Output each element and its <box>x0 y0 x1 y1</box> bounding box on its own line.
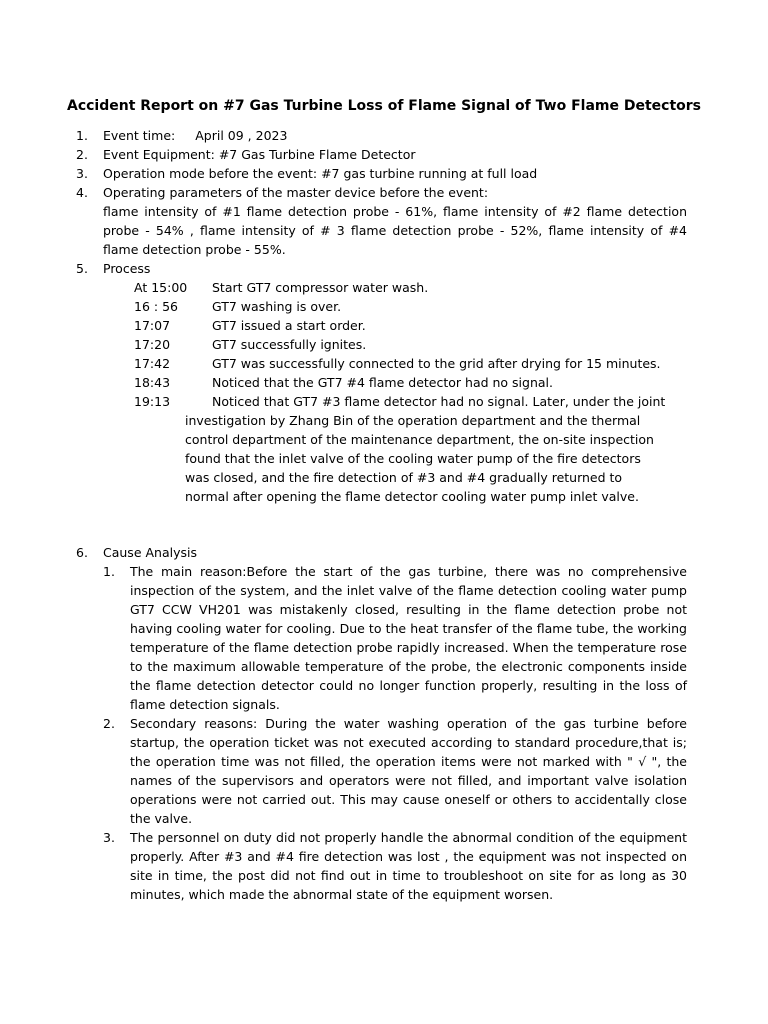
page-title: Accident Report on #7 Gas Turbine Loss of Flame Signal of Two Flame Detectors <box>66 98 701 114</box>
event-time-value: April 09 , 2023 <box>195 128 288 143</box>
cause-item-number: 3. <box>103 830 115 845</box>
item-number: 5. <box>76 261 88 276</box>
process-time: 18:43 <box>134 375 171 390</box>
cause-item-number: 2. <box>103 716 115 731</box>
process-time: 17:20 <box>134 337 171 352</box>
event-time-line <box>103 126 287 145</box>
operating-parameters-heading: Operating parameters of the master device before the event: <box>103 185 489 200</box>
process-event: GT7 issued a start order. <box>212 318 366 333</box>
item-number: 1. <box>76 128 88 143</box>
item-number: 4. <box>76 185 88 200</box>
process-time: 16 : 56 <box>134 299 178 314</box>
event-equipment: Event Equipment: #7 Gas Turbine Flame Detector <box>103 147 416 162</box>
item-number: 2. <box>76 147 88 162</box>
cause-analysis-heading: Cause Analysis <box>103 545 197 560</box>
process-time: 17:42 <box>134 356 171 371</box>
cause-main-reason: The main reason:Before the start of the gas turbine, there was no comprehensive inspection of the system, and the inlet valve of the flame detection cooling water pump GT7 CCW VH201 was mistakenly closed, resulting in the flame detection probe not having cooling water for cooling. Due to the heat transfer of the flame tube, the working temperature of the flame detection probe rapidly increased. When the temperature rose to the maximum allowable temperature of the probe, the electronic components inside the flame detection detector could no longer function properly, resulting in the loss of flame detection signals. <box>130 564 687 712</box>
cause-item-number: 1. <box>103 564 115 579</box>
operating-parameters-detail: flame intensity of #1 flame detection probe - 61%, flame intensity of #2 flame detection probe - 54% , flame intensity of # 3 flame detection probe - 52%, flame intensity of #4 flame detection probe - 55%. <box>103 204 687 257</box>
process-heading: Process <box>103 261 151 276</box>
operation-mode: Operation mode before the event: #7 gas turbine running at full load <box>103 166 538 181</box>
process-time: 17:07 <box>134 318 171 333</box>
cause-secondary-reasons: Secondary reasons: During the water washing operation of the gas turbine before startup, the operation ticket was not executed according to standard procedure,that is; the operation time was not filled, the operation items were not marked with " √ ", the names of the supervisors and operators were not filled, and important valve isolation operations were not carried out. This may cause oneself or others to accidentally close the valve. <box>130 716 687 826</box>
process-event: GT7 successfully ignites. <box>212 337 367 352</box>
event-time-label: Event time: <box>103 128 176 143</box>
process-event: Noticed that the GT7 #4 flame detector had no signal. <box>212 375 553 390</box>
cause-personnel-handling: The personnel on duty did not properly handle the abnormal condition of the equipment properly. After #3 and #4 fire detection was lost , the equipment was not inspected on site in time, the post did not find out in time to troubleshoot on site for as long as 30 minutes, which made the abnormal state of the equipment worsen. <box>130 830 687 902</box>
process-event: GT7 was successfully connected to the grid after drying for 15 minutes. <box>212 356 661 371</box>
process-event: GT7 washing is over. <box>212 299 342 314</box>
process-time: 19:13 <box>134 394 171 409</box>
item-number: 6. <box>76 545 88 560</box>
process-event-continuation: investigation by Zhang Bin of the operation department and the thermal control department of the maintenance department, the on-site inspection found that the inlet valve of the cooling water pump of the fire detectors was closed, and the fire detection of #3 and #4 gradually returned to normal after opening the flame detector cooling water pump inlet valve. <box>185 413 654 504</box>
process-event: Noticed that GT7 #3 flame detector had no signal. Later, under the joint <box>212 394 666 409</box>
item-number: 3. <box>76 166 88 181</box>
process-event: Start GT7 compressor water wash. <box>212 280 429 295</box>
process-time: At 15:00 <box>134 280 188 295</box>
